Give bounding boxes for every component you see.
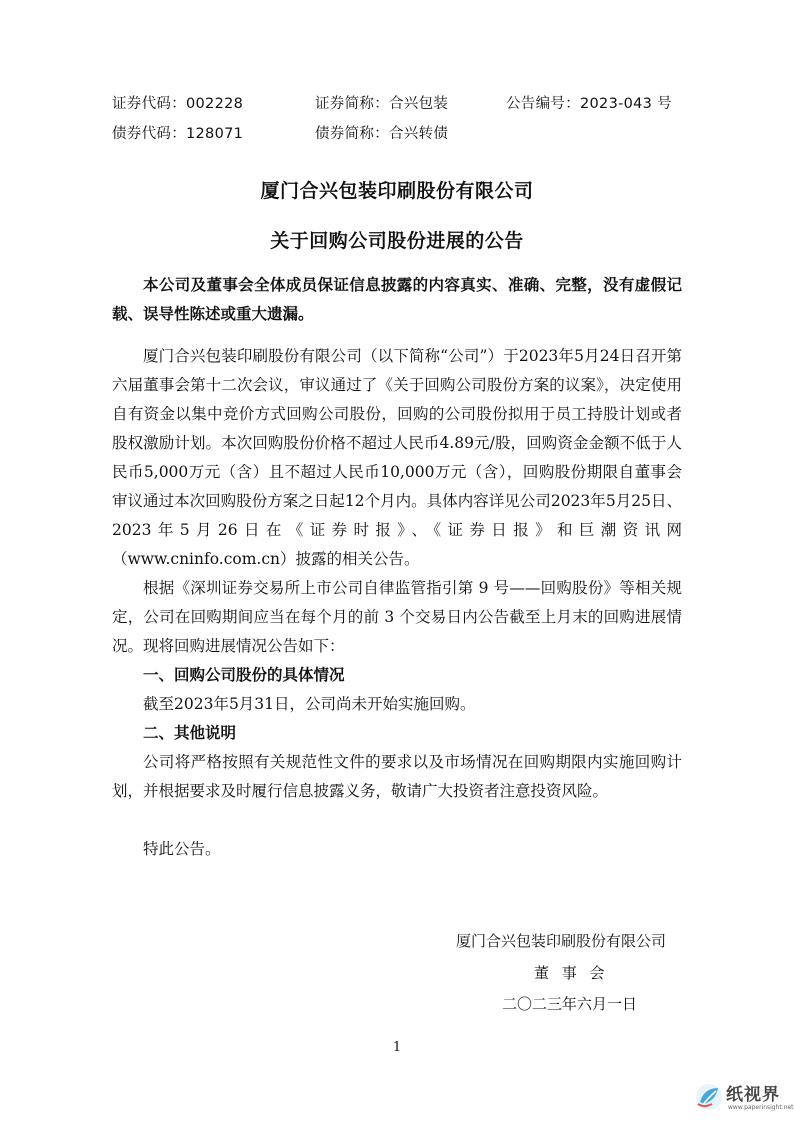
signature-date: 二〇二三年六月一日 xyxy=(502,995,638,1013)
signature-board: 董 事 会 xyxy=(534,964,609,982)
section-2-text: 公司将严格按照有关规范性文件的要求以及市场情况在回购期限内实施回购计划，并根据要求及时履行信息披露义务，敬请广大投资者注意投资风险。 xyxy=(112,753,682,800)
notice-number: 公告编号：2023-043 号 xyxy=(506,96,672,112)
watermark-subtext: www.paperinsight.net xyxy=(728,1104,794,1111)
security-short-name: 证券简称：合兴包装 xyxy=(315,96,449,112)
statement-text: 本公司及董事会全体成员保证信息披露的内容真实、准确、完整，没有虚假记载、误导性陈述或重大遗漏。 xyxy=(112,276,682,323)
section-1-text: 截至2023年5月31日，公司尚未开始实施回购。 xyxy=(143,695,476,713)
signature-company: 厦门合兴包装印刷股份有限公司 xyxy=(456,932,667,950)
section-2-heading: 二、其他说明 xyxy=(143,724,237,742)
section-1-heading: 一、回购公司股份的具体情况 xyxy=(143,666,345,684)
watermark-logo xyxy=(694,1080,794,1120)
page-number: 1 xyxy=(392,1040,402,1055)
paragraph-2: 根据《深圳证券交易所上市公司自律监管指引第 9 号——回购股份》等相关规定，公司在回购期间应当在每个月的前 3 个交易日内公告截至上月末的回购进展情况。现将回购进展情况公告如下： xyxy=(112,579,682,655)
closing: 特此公告。 xyxy=(143,840,221,858)
company-title: 厦门合兴包装印刷股份有限公司 xyxy=(260,180,534,202)
security-code: 证券代码：002228 xyxy=(112,96,244,112)
main-body xyxy=(112,342,682,864)
watermark-text: 纸视界 xyxy=(726,1085,780,1105)
paragraph-1: 厦门合兴包装印刷股份有限公司（以下简称“公司”）于2023年5月24日召开第六届董事会第十二次会议，审议通过了《关于回购公司股份方案的议案》，决定使用自有资金以集中竞价方式回购公司股份，回购的公司股份拟用于员工持股计划或者股权激励计划。本次回购股份价格不超过人民币4.89元/股，回购资金金额不低于人民币5,000万元（含）且不超过人民币10,000万元（含），回购股份期限自董事会审议通过本次回购股份方案之日起12个月内。具体内容详见公司2023年5月25日、2023年5月26日在《证券时报》、《证券日报》和巨潮资讯网（www.cninfo.com.cn）披露的相关公告。 xyxy=(112,347,682,568)
bond-code: 债券代码：128071 xyxy=(112,126,244,142)
statement xyxy=(112,271,682,329)
bond-short-name: 债券简称：合兴转债 xyxy=(315,126,449,142)
leaf-logo-icon xyxy=(694,1082,724,1112)
document-title: 关于回购公司股份进展的公告 xyxy=(270,230,524,252)
